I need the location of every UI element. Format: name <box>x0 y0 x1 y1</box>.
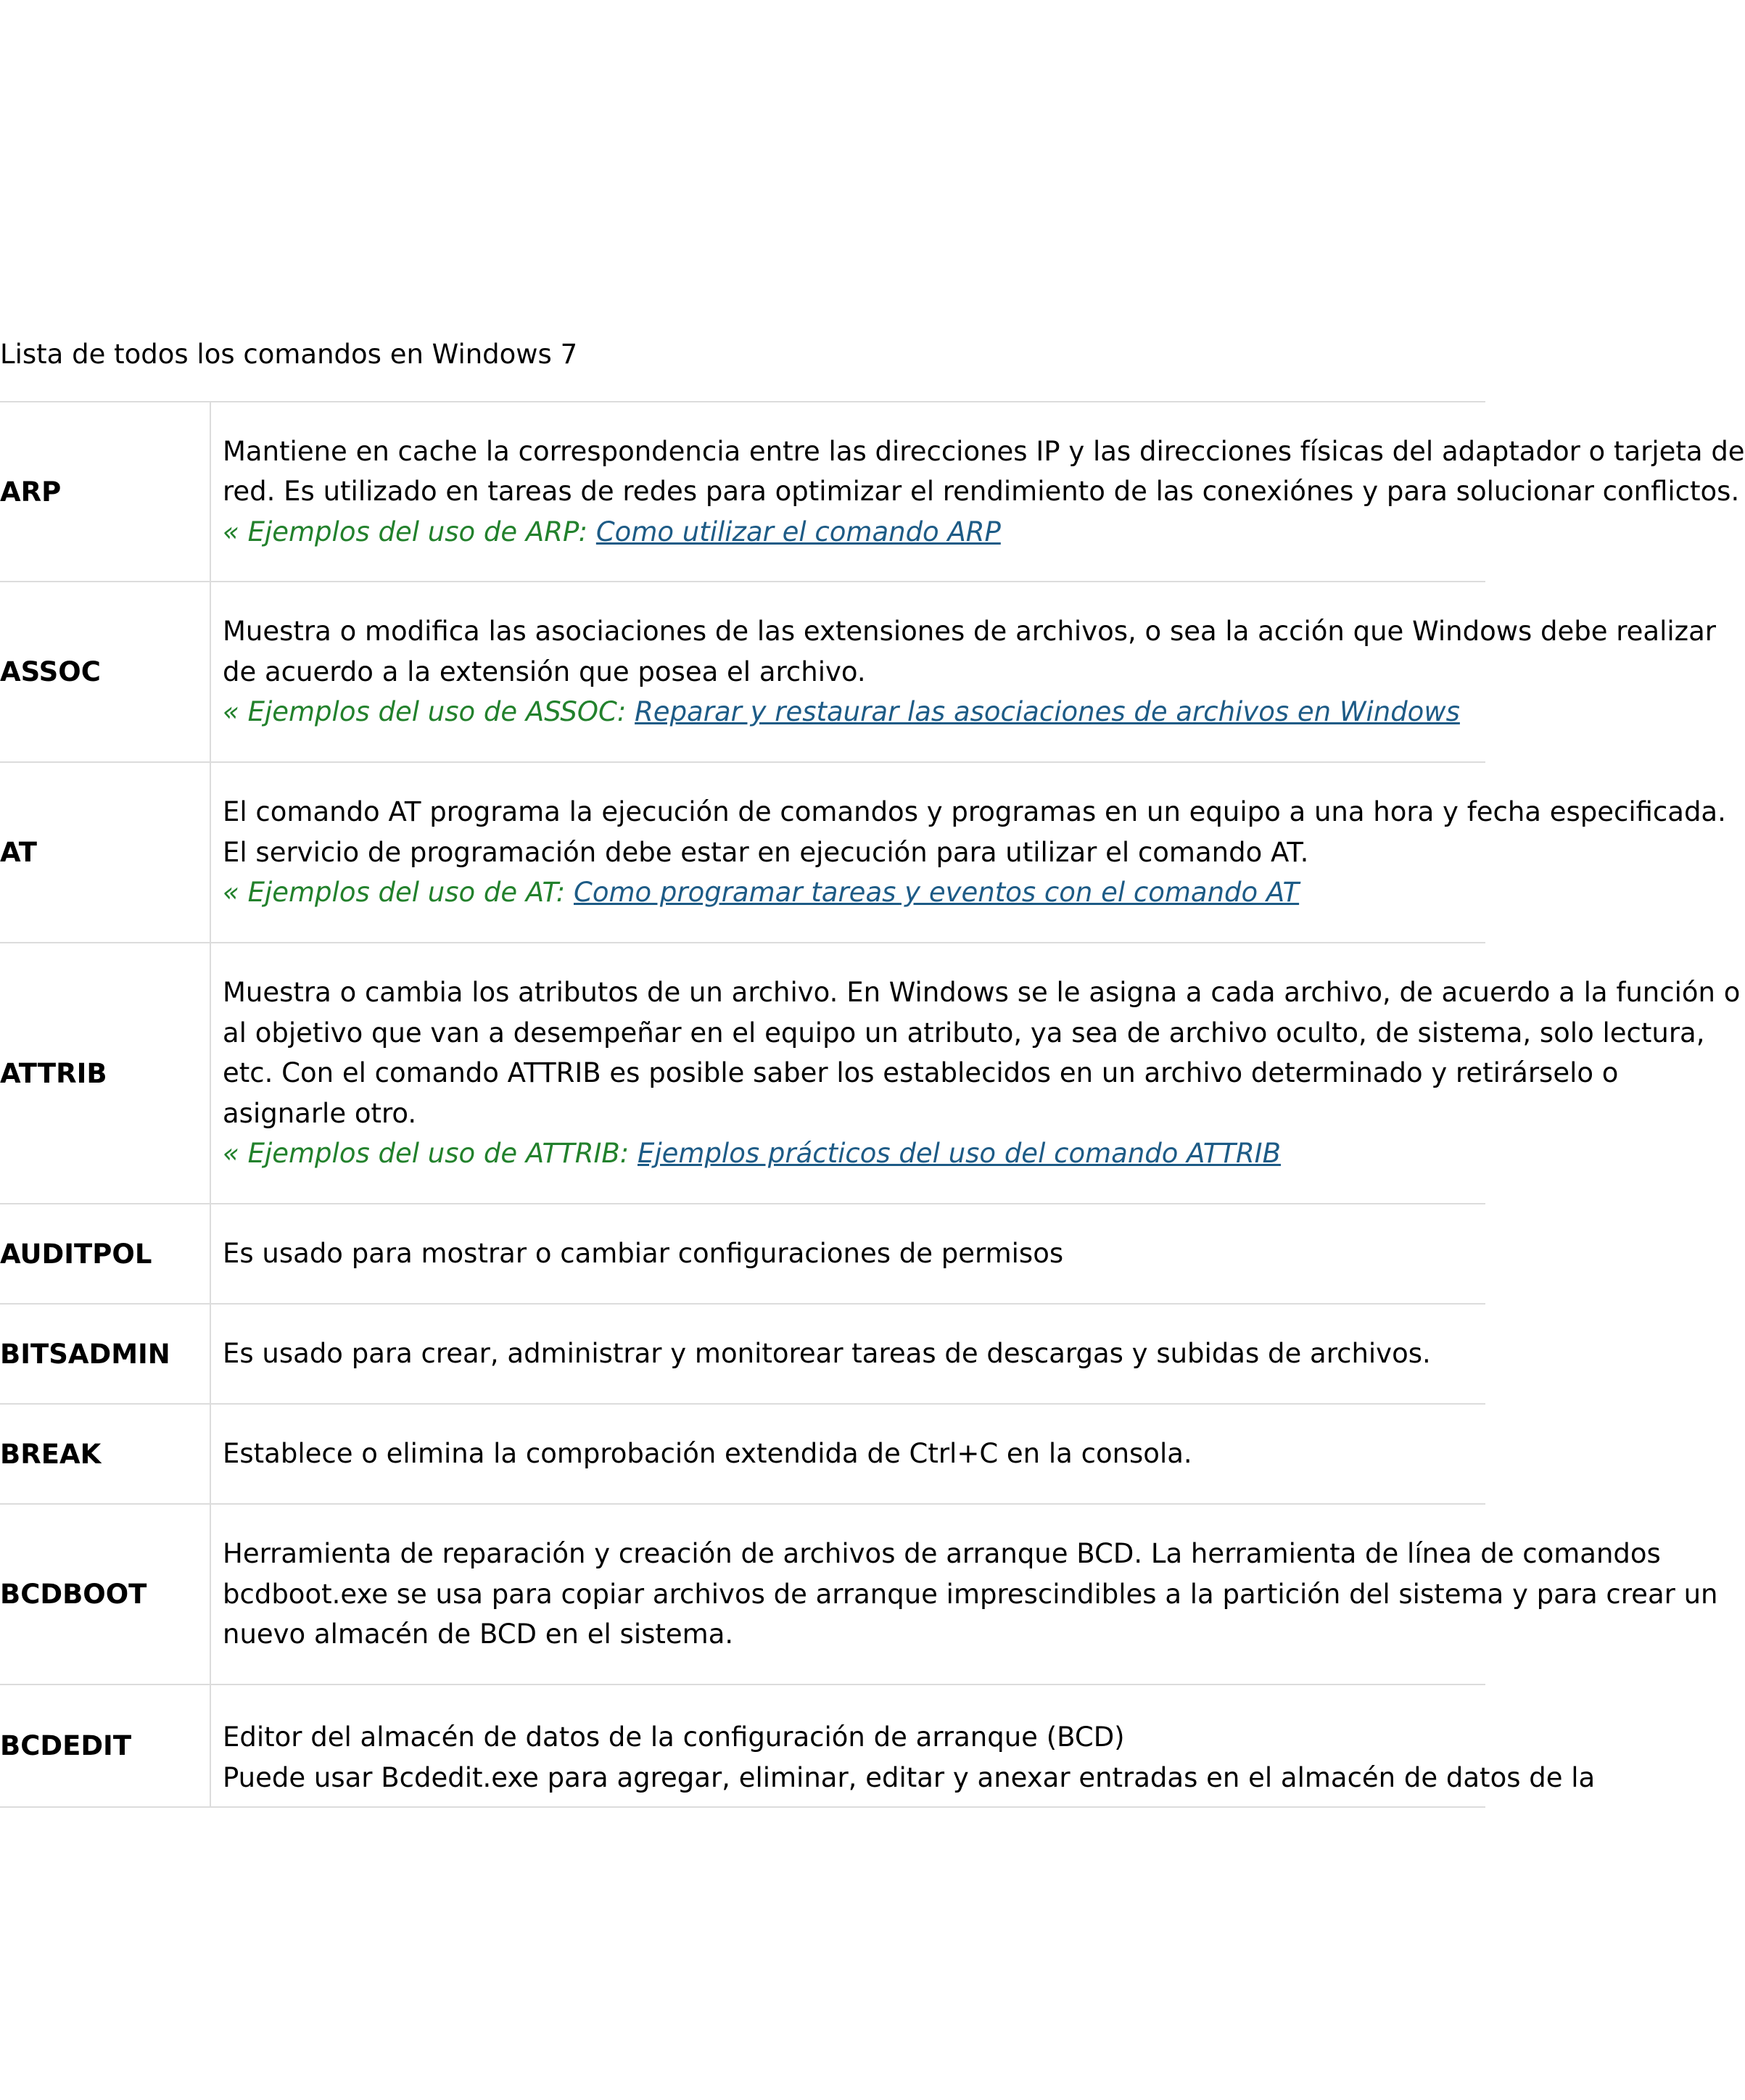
example-link-arp[interactable]: Como utilizar el comando ARP <box>595 516 1001 547</box>
description-line: bcdboot.exe se usa para copiar archivos de arranque imprescindibles a la partición del sistema y para crear un <box>223 1578 1718 1610</box>
description-line: nuevo almacén de BCD en el sistema. <box>223 1619 734 1650</box>
example-link-assoc[interactable]: Reparar y restaurar las asociaciones de archivos en Windows <box>635 696 1460 728</box>
description-line: Establece o elimina la comprobación extendida de Ctrl+C en la consola. <box>223 1438 1192 1470</box>
example-link-at[interactable]: Como programar tareas y eventos con el comando AT <box>573 877 1300 909</box>
command-row-attrib <box>0 943 1741 1204</box>
description-line: Puede usar Bcdedit.exe para agregar, eliminar, editar y anexar entradas en el almacén de datos de la <box>223 1761 1596 1793</box>
description-line: Editor del almacén de datos de la configuración de arranque (BCD) <box>223 1721 1125 1753</box>
description-line: etc. Con el comando ATTRIB es posible saber los establecidos en un archivo determinado y retirárselo o <box>223 1057 1619 1089</box>
command-description <box>211 763 1726 942</box>
command-name: BREAK <box>0 1405 211 1503</box>
example-prefix: « Ejemplos del uso de AT: <box>223 877 574 909</box>
example-line <box>223 872 1726 913</box>
description-line: El comando AT programa la ejecución de comandos y programas en un equipo a una hora y fecha especificada. <box>223 796 1726 828</box>
command-description <box>211 1505 1718 1684</box>
command-row-auditpol <box>0 1204 1485 1305</box>
command-description <box>211 1685 1595 1806</box>
command-description <box>211 1405 1485 1503</box>
description-line: de acuerdo a la extensión que posea el archivo. <box>223 656 866 687</box>
page-title: Lista de todos los comandos en Windows 7 <box>0 339 578 370</box>
command-description <box>211 943 1740 1203</box>
command-name: ASSOC <box>0 582 211 761</box>
example-prefix: « Ejemplos del uso de ASSOC: <box>223 696 635 728</box>
command-row-bitsadmin <box>0 1305 1485 1405</box>
command-name: ATTRIB <box>0 943 211 1203</box>
command-name: BITSADMIN <box>0 1305 211 1403</box>
example-line <box>223 512 1745 553</box>
description-line: Muestra o modifica las asociaciones de las extensiones de archivos, o sea la acción que Windows debe realizar <box>223 616 1716 648</box>
example-prefix: « Ejemplos del uso de ATTRIB: <box>223 1138 638 1170</box>
description-line: Es usado para mostrar o cambiar configuraciones de permisos <box>223 1238 1064 1270</box>
command-row-bcdedit <box>0 1685 1596 1808</box>
description-line: red. Es utilizado en tareas de redes para optimizar el rendimiento de las conexiónes y para solucionar conflictos. <box>223 476 1740 508</box>
command-name: BCDBOOT <box>0 1505 211 1684</box>
command-description <box>211 1204 1485 1303</box>
command-name: ARP <box>0 402 211 581</box>
command-row-break <box>0 1405 1485 1505</box>
description-line: Muestra o cambia los atributos de un archivo. En Windows se le asigna a cada archivo, de acuerdo a la función o <box>223 977 1741 1009</box>
command-description <box>211 582 1716 761</box>
example-link-attrib[interactable]: Ejemplos prácticos del uso del comando ATTRIB <box>637 1138 1281 1170</box>
description-line: Es usado para crear, administrar y monitorear tareas de descargas y subidas de archivos. <box>223 1338 1431 1370</box>
command-row-at <box>0 763 1726 943</box>
description-line: El servicio de programación debe estar en ejecución para utilizar el comando AT. <box>223 836 1309 868</box>
command-name: AT <box>0 763 211 942</box>
command-description <box>211 1305 1485 1403</box>
description-line: Mantiene en cache la correspondencia entre las direcciones IP y las direcciones físicas del adaptador o tarjeta de <box>223 435 1745 467</box>
example-prefix: « Ejemplos del uso de ARP: <box>223 516 596 547</box>
example-line <box>223 1133 1740 1174</box>
command-name: AUDITPOL <box>0 1204 211 1303</box>
command-row-assoc <box>0 582 1716 763</box>
command-row-arp <box>0 402 1745 582</box>
commands-table <box>0 401 1745 1808</box>
command-row-bcdboot <box>0 1505 1718 1685</box>
description-line: al objetivo que van a desempeñar en el equipo un atributo, ya sea de archivo oculto, de sistema, solo lectura, <box>223 1017 1705 1049</box>
command-name: BCDEDIT <box>0 1685 211 1806</box>
description-line: Herramienta de reparación y creación de archivos de arranque BCD. La herramienta de línea de comandos <box>223 1538 1661 1570</box>
command-description <box>211 402 1745 581</box>
description-line: asignarle otro. <box>223 1097 417 1129</box>
example-line <box>223 692 1716 732</box>
